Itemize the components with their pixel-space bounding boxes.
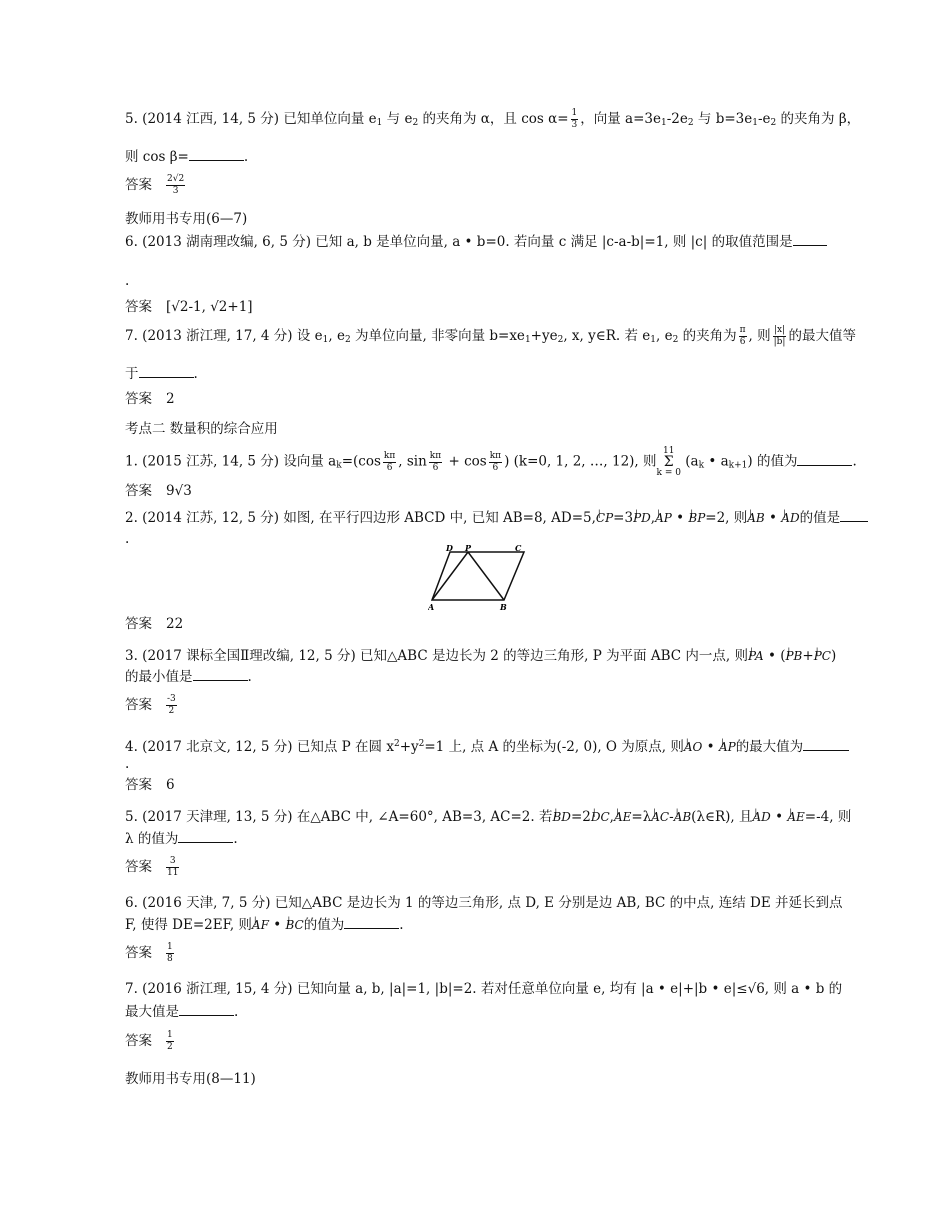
answer-blank — [840, 521, 868, 522]
question-6-line1: 6. (2016 天津, 7, 5 分) 已知△ABC 是边长为 1 的等边三角形, 点 D, E 分别是边 AB, BC 的中点, 连结 DE 并延长到点 — [125, 895, 843, 911]
question-4-line1: 4. (2017 北京文, 12, 5 分) 已知点 P 在圆 $x^2+y^2=1$ 上, 点 A 的坐标为(-2, 0), O 为原点, 则| AO • | AP的最大值为 — [125, 735, 849, 756]
problem-6-answer: 答案 [√2-1, √2+1] — [125, 299, 253, 315]
problem-5-line2: 则 cos β= . — [125, 149, 249, 165]
question-5-answer: 答案 $\frac{3}{11}$ — [125, 856, 179, 878]
label-c: C — [515, 544, 522, 553]
label-d: D — [446, 544, 453, 553]
problem-6-line2: . — [125, 273, 130, 289]
problem-5-line1: 5. (2014 江西, 14, 5 分) 已知单位向量 $e_1$ 与 $e_2$ 的夹角为 α，且 cos α= $\frac{1}{3}$ ，向量 $a=3e_1-2e_2$ 与 $b=3e_1-e_2$ 的夹角为 β， — [125, 108, 861, 130]
answer-blank — [139, 377, 194, 378]
answer-blank — [344, 928, 399, 929]
question-2-line2: . — [125, 531, 130, 547]
parallelogram-figure — [428, 544, 540, 614]
teacher-section-header-1: 教师用书专用(6—7) — [125, 211, 248, 227]
teacher-section-header-2: 教师用书专用(8—11) — [125, 1071, 256, 1087]
question-4-line2: . — [125, 756, 130, 772]
label-p: P — [465, 544, 472, 553]
answer-blank — [797, 465, 852, 466]
fraction: $\frac{1}{3}$ — [571, 108, 578, 130]
question-7-line1: 7. (2016 浙江理, 15, 4 分) 已知向量 a, b, |a|=1, |b|=2. 若对任意单位向量 e, 均有 |a • e|+|b • e|≤√6, 则 a • b 的 — [125, 981, 843, 997]
question-3-answer: 答案 $\frac{-3}{2}$ — [125, 694, 176, 716]
answer-blank — [193, 680, 248, 681]
question-7-line2: 最大值是 . — [125, 1004, 239, 1020]
label-a: A — [428, 602, 435, 612]
segment-bp — [468, 552, 504, 600]
answer-blank — [178, 842, 233, 843]
segment-ap — [432, 552, 468, 600]
section-heading: 考点二 数量积的综合应用 — [125, 421, 278, 437]
answer-blank — [793, 245, 827, 246]
question-3-line2: 的最小值是 . — [125, 669, 252, 685]
problem-6-line1: 6. (2013 湖南理改编, 6, 5 分) 已知 a, b 是单位向量, a • b=0. 若向量 c 满足 |c-a-b|=1, 则 |c| 的取值范围是 — [125, 233, 827, 251]
answer-blank — [189, 160, 244, 161]
answer-blank — [179, 1015, 234, 1016]
problem-5-answer: 答案 $\frac{2√2}{3}$ — [125, 174, 185, 196]
question-4-answer: 答案 6 — [125, 777, 175, 793]
question-6-line2: F, 使得 DE=2EF, 则| AF • | BC的值为 . — [125, 916, 404, 934]
question-2-answer: 答案 22 — [125, 616, 184, 632]
answer-blank — [803, 750, 849, 751]
label-b: B — [500, 602, 507, 612]
problem-7-line1: 7. (2013 浙江理, 17, 4 分) 设 $e_1$, $e_2$ 为单位向量, 非零向量 $b=xe_1+ye_2$, x, y∈R. 若 $e_1$, $e_2$ 的夹角为 $\frac{\pi}{6}$ , 则 $\frac{|x|}{|b|}$ 的最大值等 — [125, 325, 856, 347]
problem-7-line2: 于 . — [125, 366, 198, 382]
summation-symbol: 11 Σ k = 0 — [656, 446, 681, 478]
question-1-answer: 答案 9√3 — [125, 483, 192, 499]
question-3-line1: 3. (2017 课标全国Ⅱ理改编, 12, 5 分) 已知△ABC 是边长为 2 的等边三角形, P 为平面 ABC 内一点, 则| PA • (| PB+| PC) — [125, 647, 836, 665]
question-2-line1: 2. (2014 江苏, 12, 5 分) 如图, 在平行四边形 ABCD 中, 已知 AB=8, AD=5,| CP=3| PD,| AP • | BP=2, 则| AB • | AD的值是 — [125, 509, 868, 527]
question-7-answer: 答案 $\frac{1}{2}$ — [125, 1030, 173, 1052]
problem-7-answer: 答案 2 — [125, 391, 175, 407]
question-5-line1: 5. (2017 天津理, 13, 5 分) 在△ABC 中, ∠A=60°, AB=3, AC=2. 若| BD=2| DC,| AE=λ| AC-| AB(λ∈R), 且| AD • | AE=-4, 则 — [125, 808, 851, 826]
question-5-line2: λ 的值为 . — [125, 831, 238, 847]
question-6-answer: 答案 $\frac{1}{8}$ — [125, 942, 173, 964]
question-1: 1. (2015 江苏, 14, 5 分) 设向量 $a_k=(\cos$ $\frac{k\pi}{6}$ , sin $\frac{k\pi}{6}$ + cos $\frac{k\pi}{6}$ ) (k=0, 1, 2, …, 12), 则11 Σ k = 0 ($a_k$ • $a_{k+1}$) 的值为 . — [125, 446, 857, 478]
parallelogram-abcd — [432, 552, 524, 600]
